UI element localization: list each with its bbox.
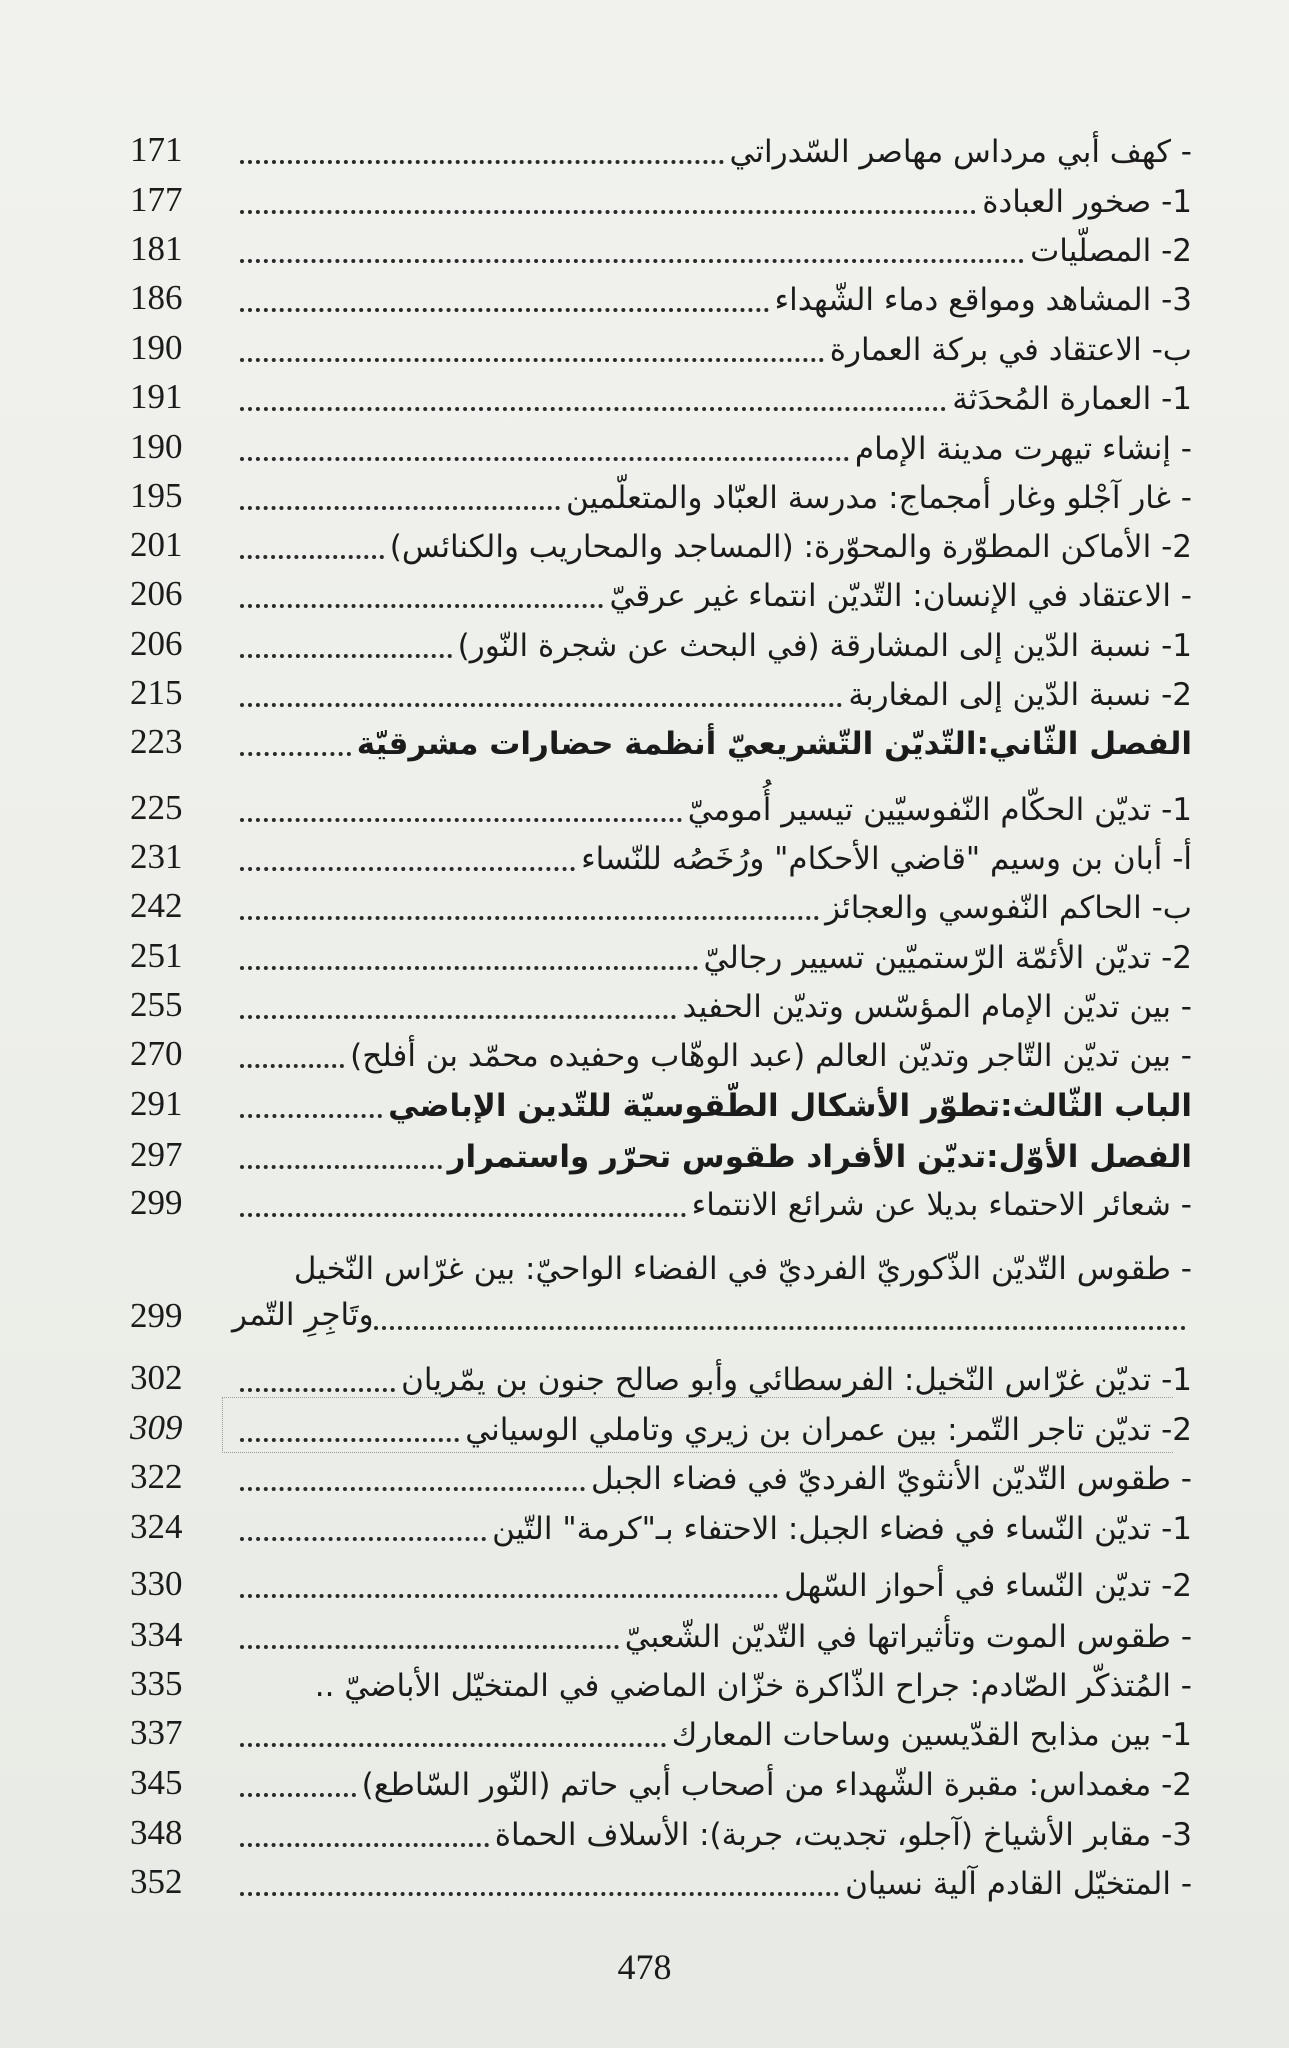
toc-entry <box>130 671 1192 715</box>
toc-entry <box>130 572 1192 616</box>
dot-leader <box>240 1892 839 1896</box>
toc-entry-title: الباب الثّالث:تطوّر الأشكال الطّقوسيّة للتّدين الإباضي <box>388 1088 1192 1124</box>
dot-leader <box>240 407 946 411</box>
toc-entry-page: 297 <box>130 1135 183 1174</box>
toc-entry <box>130 1356 1192 1400</box>
toc-entry-page: 181 <box>130 229 183 268</box>
toc-entry-title: 2- نسبة الدّين إلى المغاربة <box>848 677 1192 713</box>
dotted-selection-box <box>222 1397 1173 1453</box>
dot-leader <box>240 654 452 658</box>
toc-entry-title: 2- تديّن النّساء في أحواز السّهل <box>784 1568 1192 1604</box>
toc-entry-page: 195 <box>130 476 183 515</box>
toc-entry-page: 186 <box>130 278 183 317</box>
toc-entry-title: 1- تديّن الحكّام النّفوسيّين تيسير أُموميّ <box>687 792 1192 828</box>
toc-entry <box>130 375 1192 419</box>
toc-entry <box>130 1133 1192 1177</box>
toc-entry-title: - طقوس التّديّن الذّكوريّ الفرديّ في الفضاء الواحيّ: بين غرّاس النّخيل <box>293 1251 1192 1287</box>
toc-entry-title: - المتخيّل القادم آلية نسيان <box>845 1866 1192 1902</box>
dot-leader <box>240 752 351 756</box>
toc-entry-page: 201 <box>130 525 183 564</box>
dot-leader <box>240 358 824 362</box>
toc-entry-page: 190 <box>130 328 183 367</box>
toc-entry-title: أ- أبان بن وسيم "قاضي الأحكام" ورُخَصُه للنّساء <box>581 841 1192 877</box>
toc-entry <box>130 1505 1192 1549</box>
toc-entry <box>130 1082 1192 1126</box>
toc-entry-title: ب- الاعتقاد في بركة العمارة <box>829 332 1192 368</box>
dot-leader <box>240 506 560 510</box>
toc-entry-title: - إنشاء تيهرت مدينة الإمام <box>854 431 1192 467</box>
toc-entry <box>130 622 1192 666</box>
toc-entry-title: - كهف أبي مرداس مهاصر السّدراتي <box>729 134 1192 170</box>
toc-entry-page: 251 <box>130 936 183 975</box>
toc-entry-page: 291 <box>130 1084 183 1123</box>
toc-entry-title: 2- تديّن تاجر التّمر: بين عمران بن زيري وتاملي الوسياني <box>465 1412 1192 1448</box>
toc-entry-title: 1- تديّن النّساء في فضاء الجبل: الاحتفاء بـ"كرمة" التّين <box>492 1511 1192 1547</box>
toc-entry-title: 2- الأماكن المطوّرة والمحوّرة: (المساجد والمحاريب والكنائس) <box>389 529 1192 565</box>
toc-entry-page: 322 <box>130 1457 183 1496</box>
toc-entry-page: 345 <box>130 1763 183 1802</box>
dot-leader <box>240 555 384 559</box>
toc-entry-title-line2 <box>232 1292 1192 1338</box>
toc-entry-title: 2- المصلّيات <box>1030 233 1192 269</box>
toc-entry-title: الفصل الأوّل:تديّن الأفراد طقوس تحرّر واستمرار <box>447 1139 1192 1175</box>
toc-entry-page: 255 <box>130 985 183 1024</box>
toc-entry-page: 302 <box>130 1358 183 1397</box>
toc-entry-title: ب- الحاكم النّفوسي والعجائز <box>825 890 1192 926</box>
toc-entry <box>130 1662 1192 1706</box>
toc-entry-title: 2- مغمداس: مقبرة الشّهداء من أصحاب أبي حاتم (النّور السّاطع) <box>361 1767 1192 1803</box>
toc-entry-page: 337 <box>130 1713 183 1752</box>
toc-entry-page: 225 <box>130 788 183 827</box>
toc-entry-title-continuation: وتَاجِرِ التّمر <box>232 1297 374 1333</box>
toc-entry-page: 206 <box>130 624 183 663</box>
toc-entry <box>130 1455 1192 1499</box>
toc-entry-page: 334 <box>130 1615 183 1654</box>
toc-entry-title: - الاعتقاد في الإنسان: التّديّن انتماء غير عرقيّ <box>609 578 1192 614</box>
toc-entry-title: 1- العمارة المُحدَثة <box>952 381 1192 417</box>
toc-entry-page: 270 <box>130 1034 183 1073</box>
page-number: 478 <box>617 1947 672 1987</box>
dot-leader <box>240 1594 778 1598</box>
dot-leader <box>240 703 842 707</box>
toc-entry-title: 1- نسبة الدّين إلى المشارقة (في البحث عن شجرة النّور) <box>457 628 1192 664</box>
dot-leader <box>240 1114 382 1118</box>
dot-leader <box>240 1165 442 1169</box>
dot-leader <box>240 308 769 312</box>
toc-entry-title-block <box>232 1246 1192 1338</box>
toc-entry <box>130 1032 1192 1076</box>
dot-leader <box>240 160 724 164</box>
dot-leader <box>240 1793 356 1797</box>
toc-entry <box>130 1613 1192 1657</box>
toc-entry-title: 1- صخور العبادة <box>982 184 1192 220</box>
toc-entry <box>130 983 1192 1027</box>
dot-leader <box>240 1064 344 1068</box>
toc-entry <box>130 1761 1192 1805</box>
toc-entry-title: 3- المشاهد ومواقع دماء الشّهداء <box>774 282 1192 318</box>
toc-entry <box>130 1711 1192 1755</box>
dot-leader <box>240 604 603 608</box>
dot-leader <box>240 1487 585 1491</box>
dot-leader <box>240 210 976 214</box>
toc-entry-title: 3- مقابر الأشياخ (آجلو، تجديت، جربة): الأسلاف الحماة <box>494 1817 1192 1853</box>
toc-entry-title: - شعائر الاحتماء بديلا عن شرائع الانتماء <box>691 1187 1192 1223</box>
toc-entry <box>130 326 1192 370</box>
toc-entry-page: 206 <box>130 574 183 613</box>
toc-entry-title: 2- تديّن الأئمّة الرّستميّين تسيير رجاليّ <box>703 940 1192 976</box>
dot-leader <box>240 1537 486 1541</box>
toc-entry-page: 231 <box>130 837 183 876</box>
dot-leader <box>240 916 819 920</box>
dot-leader <box>240 1645 619 1649</box>
toc-entry-title: الفصل الثّاني:التّديّن التّشريعيّ أنظمة حضارات مشرقيّة <box>356 726 1192 762</box>
toc-entry <box>130 786 1192 830</box>
toc-entry-page: 223 <box>130 722 183 761</box>
toc-entry <box>130 835 1192 879</box>
toc-entry <box>130 227 1192 271</box>
dot-leader <box>240 1388 395 1392</box>
toc-entry-page: 299 <box>130 1296 183 1335</box>
dot-leader <box>240 818 682 822</box>
toc-entry-title: - بين تديّن التّاجر وتديّن العالم (عبد الوهّاب وحفيده محمّد بن أفلح) <box>350 1038 1192 1074</box>
toc-entry-title: 1- بين مذابح القدّيسين وساحات المعارك <box>671 1717 1192 1753</box>
toc-entry-title: - غار آجْلو وغار أمجماج: مدرسة العبّاد والمتعلّمين <box>566 480 1192 516</box>
toc-entry <box>130 128 1192 172</box>
toc-entry-title: - المُتذكّر الصّادم: جراح الذّاكرة خزّان الماضي في المتخيّل الأباضيّ .. <box>314 1668 1192 1704</box>
dot-leader <box>240 1843 489 1847</box>
toc-entry-page: 299 <box>130 1183 183 1222</box>
dot-leader <box>374 1326 1186 1330</box>
toc-entry-page: 309 <box>130 1408 183 1447</box>
toc-entry <box>130 1811 1192 1855</box>
toc-entry <box>130 523 1192 567</box>
toc-entry-title: - طقوس التّديّن الأنثويّ الفرديّ في فضاء الجبل <box>590 1461 1192 1497</box>
toc-entry-page: 352 <box>130 1862 183 1901</box>
toc-entry <box>130 934 1192 978</box>
toc-entry <box>130 720 1192 764</box>
toc-entry-page: 324 <box>130 1507 183 1546</box>
toc-entry-page: 190 <box>130 427 183 466</box>
toc-entry-page: 177 <box>130 180 183 219</box>
toc-entry <box>130 884 1192 928</box>
toc-entry-page: 330 <box>130 1564 183 1603</box>
toc-entry <box>130 425 1192 469</box>
dot-leader <box>240 1743 666 1747</box>
toc-entry <box>130 178 1192 222</box>
dot-leader <box>240 1015 676 1019</box>
toc-entry <box>130 276 1192 320</box>
toc-entry <box>130 474 1192 518</box>
toc-entry-page: 171 <box>130 130 183 169</box>
dot-leader <box>240 1213 686 1217</box>
toc-entry-title: - بين تديّن الإمام المؤسّس وتديّن الحفيد <box>682 989 1192 1025</box>
dot-leader <box>240 259 1024 263</box>
toc-entry-page: 242 <box>130 886 183 925</box>
toc-entry <box>130 1860 1192 1904</box>
toc-entry-title: - طقوس الموت وتأثيراتها في التّديّن الشّعبيّ <box>624 1619 1192 1655</box>
toc-entry <box>130 1181 1192 1225</box>
toc-entry-page: 215 <box>130 673 183 712</box>
toc-entry-title: 1- تديّن غرّاس النّخيل: الفرسطائي وأبو صالح جنون بن يمّريان <box>401 1362 1192 1398</box>
toc-entry-page: 191 <box>130 377 183 416</box>
toc-entry-page: 348 <box>130 1813 183 1852</box>
toc-entry-page: 335 <box>130 1664 183 1703</box>
toc-entry <box>130 1562 1192 1606</box>
toc-entry <box>130 1246 1192 1338</box>
dot-leader <box>240 457 849 461</box>
dot-leader <box>240 867 575 871</box>
dot-leader <box>240 966 698 970</box>
